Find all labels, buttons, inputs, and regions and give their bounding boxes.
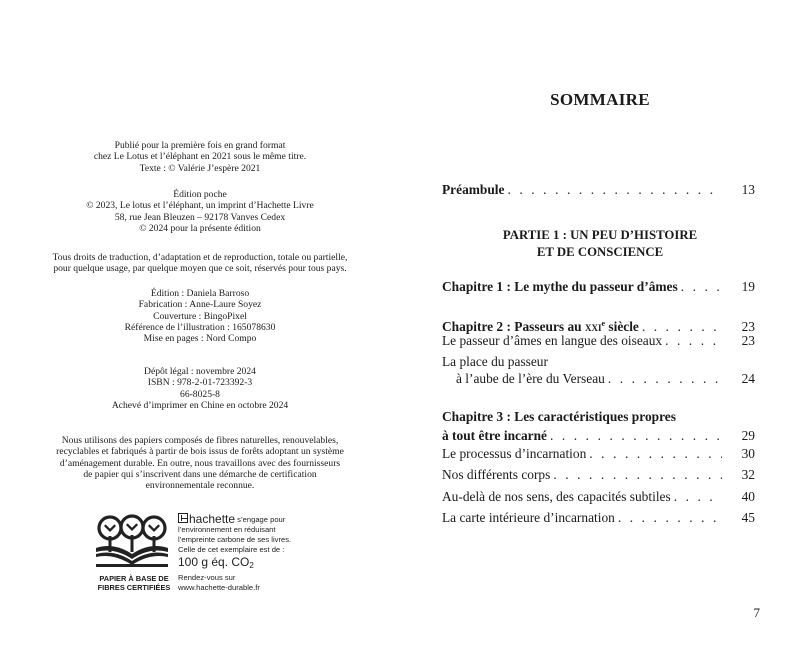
right-page <box>400 0 800 647</box>
colophon-line: 58, rue Jean Bleuzen – 92178 Vanves Cedex <box>114 211 286 223</box>
toc-label: Nos différents corps <box>442 467 551 482</box>
colophon-line: Édition : Daniela Barroso <box>150 288 250 299</box>
toc-entry-preambule[interactable] <box>442 180 755 199</box>
toc-leader <box>550 426 722 445</box>
eco-line: l’environnement en réduisant <box>178 525 276 534</box>
toc-leader <box>674 487 722 506</box>
colophon-line: pour quelque usage, par quelque moyen que ce soit, réservés pour tous pays. <box>53 263 347 275</box>
toc-label: Chapitre 1 : Le mythe du passeur d’âmes <box>442 279 678 294</box>
colophon-line: © 2024 pour la présente édition <box>139 222 261 234</box>
toc-entry-ere-du-verseau[interactable] <box>456 369 755 388</box>
toc-page: 23 <box>741 319 755 334</box>
toc-page: 40 <box>741 489 755 504</box>
toc-entry-carte[interactable] <box>442 508 755 527</box>
toc-label-part: siècle <box>605 319 639 334</box>
toc-entry-chapitre-1[interactable] <box>442 277 755 296</box>
toc-leader <box>589 444 722 463</box>
colophon-line: Édition poche <box>173 189 227 200</box>
toc-entry-processus[interactable] <box>442 444 755 463</box>
hachette-logo-icon <box>178 513 188 523</box>
toc-entry-line: Chapitre 3 : Les caractéristiques propres <box>442 409 676 424</box>
colophon-line: Référence de l’illustration : 165078630 <box>124 321 276 333</box>
certified-paper-label <box>94 574 174 592</box>
toc-label: Le passeur d’âmes en langue des oiseaux <box>442 333 663 348</box>
colophon-line: d’aménagement durable. En outre, nous travaillons avec des fournisseurs <box>59 457 341 469</box>
colophon-line: Texte : © Valérie J’espère 2021 <box>139 162 261 174</box>
credits-note <box>40 288 360 344</box>
part-heading-line: ET DE CONSCIENCE <box>536 245 664 259</box>
colophon-line: Fabrication : Anne-Laure Soyez <box>138 299 262 311</box>
colophon-line: Nous utilisons des papiers composés de fibres naturelles, renouvelables, <box>61 435 339 446</box>
part-heading-line: PARTIE 1 : UN PEU D’HISTOIRE <box>502 228 698 242</box>
toc-label: Au-delà de nos sens, des capacités subtiles <box>442 489 671 504</box>
cert-line: FIBRES CERTIFIÉES <box>97 583 171 592</box>
page-number: 7 <box>753 605 760 620</box>
toc-label: à tout être incarné <box>442 428 547 443</box>
colophon-line: de papier qui s’inscrivent dans une démarche de certification <box>83 468 317 480</box>
toc-entry-capacites[interactable] <box>442 487 755 506</box>
eco-line: l’empreinte carbone de ses livres. <box>178 535 292 544</box>
toc-entry-corps[interactable] <box>442 465 755 484</box>
carbon-footprint-note <box>178 513 334 593</box>
toc-entry-langue-des-oiseaux[interactable] <box>442 331 755 350</box>
toc-leader <box>507 180 722 199</box>
colophon-line: Dépôt légal : novembre 2024 <box>144 366 256 377</box>
eco-line: Celle de cet exemplaire est de : <box>178 545 285 554</box>
edition-note <box>40 189 360 234</box>
cert-line: PAPIER À BASE DE <box>99 574 169 583</box>
hachette-brand: hachette <box>189 512 236 526</box>
century-numeral: xxi <box>584 319 602 334</box>
eco-label <box>94 512 334 594</box>
colophon-line: Mise en pages : Nord Compo <box>143 333 257 345</box>
toc-label: La carte intérieure d’incarnation <box>442 510 615 525</box>
toc-leader <box>681 277 722 296</box>
paper-note <box>40 435 360 491</box>
toc-leader <box>608 369 722 388</box>
toc-page: 13 <box>741 182 755 197</box>
colophon-line: 66-8025-8 <box>180 388 220 400</box>
colophon-line: Tous droits de traduction, d’adaptation et de reproduction, totale ou partielle, <box>52 252 348 263</box>
colophon-line: © 2023, Le lotus et l’éléphant, un imprint d’Hachette Livre <box>86 200 314 212</box>
toc-leader <box>618 508 722 527</box>
colophon-line: Publié pour la première fois en grand format <box>114 140 286 151</box>
legal-deposit-note <box>40 366 360 411</box>
century-suffix: e <box>601 319 606 328</box>
colophon-line: ISBN : 978-2-01-723392-3 <box>147 377 253 389</box>
toc-label: Le processus d’incarnation <box>442 446 587 461</box>
eco-url: www.hachette-durable.fr <box>178 583 260 592</box>
toc-page: 24 <box>741 371 755 386</box>
toc-page: 45 <box>741 510 755 525</box>
toc-label: Préambule <box>442 182 505 197</box>
toc-page: 19 <box>741 279 755 294</box>
certified-trees-icon <box>94 512 170 568</box>
toc-page: 23 <box>741 333 755 348</box>
toc-page: 30 <box>741 446 755 461</box>
toc-entry-chapitre-3[interactable] <box>442 426 755 445</box>
part-heading <box>400 227 800 261</box>
toc-label-part: Chapitre 2 : Passeurs au <box>442 319 585 334</box>
carbon-subscript: 2 <box>249 561 254 570</box>
colophon-line: environnementale reconnue. <box>145 480 255 492</box>
eco-line: Rendez-vous sur <box>178 573 236 582</box>
colophon-line: recyclables et fabriqués à partir de bois issus de forêts adoptant un système <box>56 446 344 458</box>
rights-note <box>40 252 360 275</box>
toc-label: à l’aube de l’ère du Verseau <box>456 371 605 386</box>
publication-note <box>40 140 360 174</box>
toc-leader <box>553 465 722 484</box>
toc-page: 29 <box>741 428 755 443</box>
toc-entry-line: La place du passeur <box>442 354 548 369</box>
engage-text: s’engage pour <box>237 515 286 524</box>
toc-title: SOMMAIRE <box>550 90 650 109</box>
colophon-line: Couverture : BingoPixel <box>153 310 247 322</box>
colophon-line: chez Le Lotus et l’éléphant en 2021 sous le même titre. <box>93 151 307 163</box>
colophon-line: Achevé d’imprimer en Chine en octobre 2024 <box>111 399 289 411</box>
toc-leader <box>665 331 722 350</box>
toc-page: 32 <box>741 467 755 482</box>
carbon-value: 100 g éq. CO <box>178 555 250 569</box>
